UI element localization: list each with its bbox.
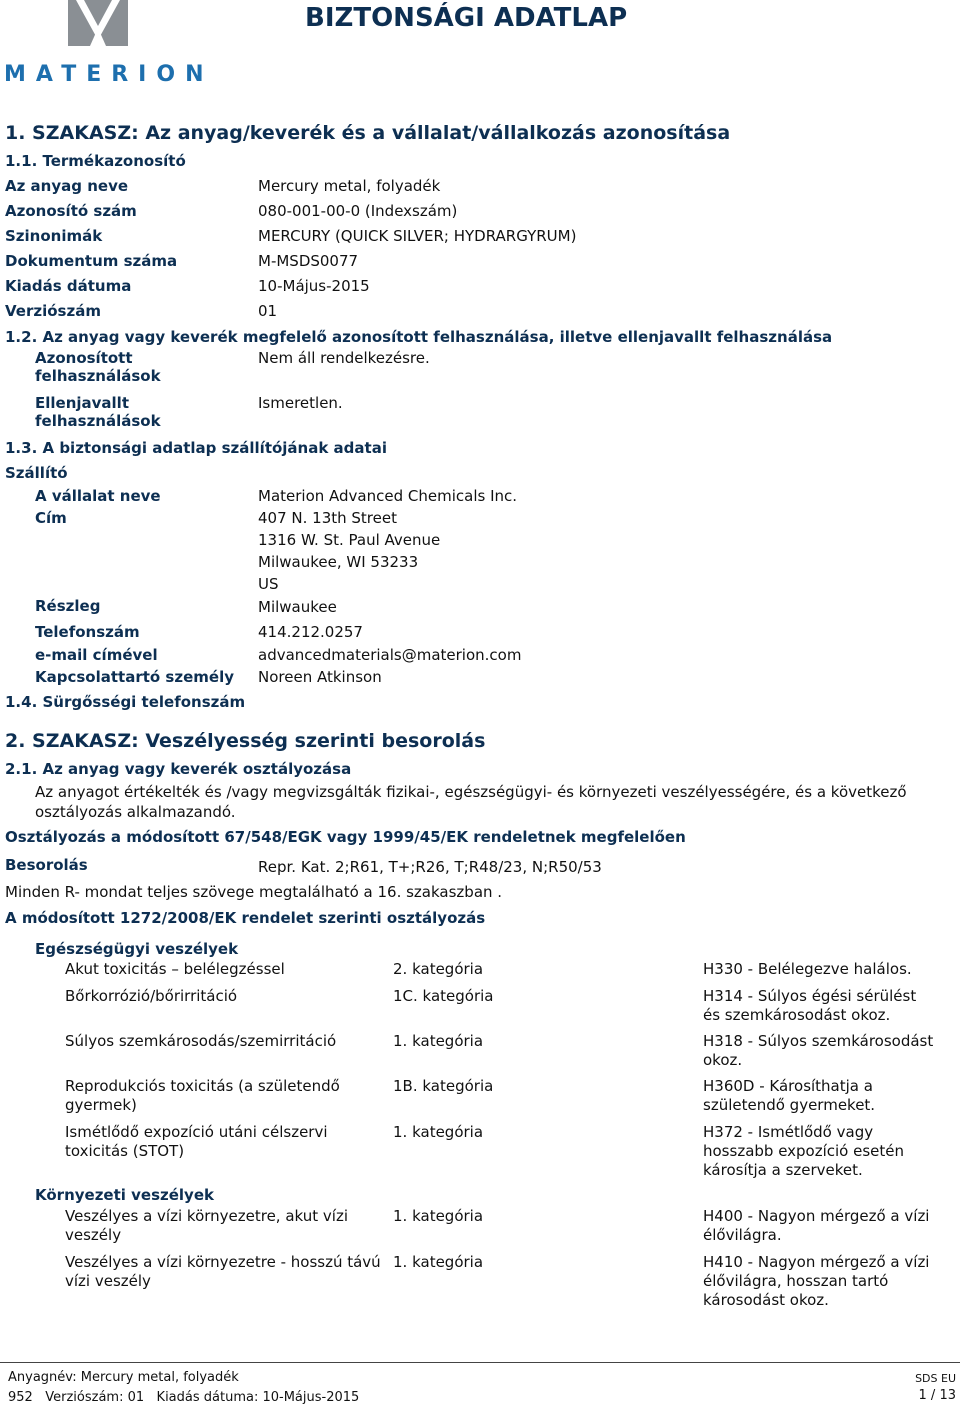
hazard-category: 1. kategória bbox=[393, 1253, 484, 1271]
product-row-label: Dokumentum száma bbox=[5, 252, 178, 270]
contact-label: Kapcsolattartó személy bbox=[35, 668, 234, 686]
document-title: BIZTONSÁGI ADATLAP bbox=[305, 3, 628, 33]
footer-page-number: 1 / 13 bbox=[918, 1388, 956, 1403]
section-1-1-title: 1.1. Termékazonosító bbox=[5, 152, 186, 170]
clp-title: A módosított 1272/2008/EK rendelet szerinti osztályozás bbox=[5, 909, 486, 927]
hazard-category: 1B. kategória bbox=[393, 1077, 494, 1095]
classification-text: Az anyagot értékelték és /vagy megvizsgálták fizikai-, egészségügyi- és környezeti veszélyességére, és a következő osztályozás alkalmazandó. bbox=[35, 783, 907, 821]
section-1-title: 1. SZAKASZ: Az anyag/keverék és a vállalat/vállalkozás azonosítása bbox=[5, 122, 731, 144]
footer-version: Verziószám: 01 bbox=[45, 1390, 145, 1405]
r-phrase-note: Minden R- mondat teljes szövege megtalálható a 16. szakaszban . bbox=[5, 883, 503, 901]
address-line: 407 N. 13th Street bbox=[258, 509, 397, 527]
logo-wordmark: MATERION bbox=[4, 62, 214, 87]
use-label: Azonosított felhasználások bbox=[35, 349, 161, 385]
materion-logo bbox=[4, 0, 214, 90]
materion-logo-mark bbox=[68, 0, 128, 46]
hazard-class: Súlyos szemkárosodás/szemirritáció bbox=[65, 1032, 337, 1050]
hazard-statement: H360D - Károsíthatja a születendő gyermeket. bbox=[703, 1077, 876, 1114]
email-value[interactable]: advancedmaterials@materion.com bbox=[258, 646, 522, 664]
hazard-statement: H372 - Ismétlődő vagy hosszabb expozíció esetén károsítja a szerveket. bbox=[703, 1123, 905, 1179]
hazard-statement: H400 - Nagyon mérgező a vízi élővilágra. bbox=[703, 1207, 930, 1244]
footer-product-name: Anyagnév: Mercury metal, folyadék bbox=[8, 1370, 239, 1385]
hazard-category: 1. kategória bbox=[393, 1032, 484, 1050]
address-line: US bbox=[258, 575, 279, 593]
hazard-statement: H314 - Súlyos égési sérülést és szemkárosodást okoz. bbox=[703, 987, 917, 1024]
use-value: Nem áll rendelkezésre. bbox=[258, 349, 430, 367]
section-1-2-title: 1.2. Az anyag vagy keverék megfelelő azonosított felhasználása, illetve ellenjavallt felhasználása bbox=[5, 328, 833, 346]
environmental-hazards-title: Környezeti veszélyek bbox=[35, 1186, 214, 1204]
hazard-class: Reprodukciós toxicitás (a születendő gyermek) bbox=[65, 1077, 340, 1114]
directive-title: Osztályozás a módosított 67/548/EGK vagy 1999/45/EK rendeletnek megfelelően bbox=[5, 828, 686, 846]
product-row-value: M-MSDS0077 bbox=[258, 252, 359, 270]
product-row-value: MERCURY (QUICK SILVER; HYDRARGYRUM) bbox=[258, 227, 577, 245]
hazard-class: Ismétlődő expozíció utáni célszervi toxicitás (STOT) bbox=[65, 1123, 328, 1160]
phone-value: 414.212.0257 bbox=[258, 623, 363, 641]
section-2-1-title: 2.1. Az anyag vagy keverék osztályozása bbox=[5, 760, 352, 778]
hazard-category: 1. kategória bbox=[393, 1123, 484, 1141]
hazard-class: Bőrkorrózió/bőrirritáció bbox=[65, 987, 238, 1005]
footer-divider bbox=[0, 1362, 960, 1363]
footer-date: Kiadás dátuma: 10-Május-2015 bbox=[156, 1390, 360, 1405]
health-hazards-title: Egészségügyi veszélyek bbox=[35, 940, 239, 958]
footer-meta bbox=[8, 1390, 359, 1405]
hazard-category: 1C. kategória bbox=[393, 987, 494, 1005]
supplier-label: Szállító bbox=[5, 464, 68, 482]
address-label: Cím bbox=[35, 509, 67, 527]
division-value: Milwaukee bbox=[258, 598, 337, 616]
product-row-label: Kiadás dátuma bbox=[5, 277, 132, 295]
hazard-class: Veszélyes a vízi környezetre, akut vízi veszély bbox=[65, 1207, 349, 1244]
hazard-statement: H318 - Súlyos szemkárosodást okoz. bbox=[703, 1032, 934, 1069]
product-row-value: 01 bbox=[258, 302, 278, 320]
hazard-category: 2. kategória bbox=[393, 960, 484, 978]
address-line: Milwaukee, WI 53233 bbox=[258, 553, 419, 571]
product-row-value: 080-001-00-0 (Indexszám) bbox=[258, 202, 458, 220]
hazard-category: 1. kategória bbox=[393, 1207, 484, 1225]
product-row-value: 10-Május-2015 bbox=[258, 277, 370, 295]
email-label: e-mail címével bbox=[35, 646, 158, 664]
besorolas-label: Besorolás bbox=[5, 856, 88, 874]
company-value: Materion Advanced Chemicals Inc. bbox=[258, 487, 518, 505]
hazard-class: Veszélyes a vízi környezetre - hosszú távú vízi veszély bbox=[65, 1253, 381, 1290]
product-row-label: Verziószám bbox=[5, 302, 101, 320]
section-2-title: 2. SZAKASZ: Veszélyesség szerinti besorolás bbox=[5, 730, 486, 752]
product-row-label: Azonosító szám bbox=[5, 202, 137, 220]
use-label: Ellenjavallt felhasználások bbox=[35, 394, 161, 430]
section-1-4-title: 1.4. Sürgősségi telefonszám bbox=[5, 693, 246, 711]
hazard-statement: H330 - Belélegezve halálos. bbox=[703, 960, 912, 978]
section-1-3-title: 1.3. A biztonsági adatlap szállítójának adatai bbox=[5, 439, 387, 457]
besorolas-value: Repr. Kat. 2;R61, T+;R26, T;R48/23, N;R50/53 bbox=[258, 858, 602, 876]
footer-code: 952 bbox=[8, 1390, 33, 1405]
product-row-label: Az anyag neve bbox=[5, 177, 129, 195]
use-value: Ismeretlen. bbox=[258, 394, 343, 412]
contact-value: Noreen Atkinson bbox=[258, 668, 382, 686]
product-row-label: Szinonimák bbox=[5, 227, 103, 245]
phone-label: Telefonszám bbox=[35, 623, 140, 641]
address-line: 1316 W. St. Paul Avenue bbox=[258, 531, 441, 549]
division-label: Részleg bbox=[35, 597, 101, 615]
company-label: A vállalat neve bbox=[35, 487, 161, 505]
hazard-class: Akut toxicitás – belélegzéssel bbox=[65, 960, 285, 978]
hazard-statement: H410 - Nagyon mérgező a vízi élővilágra, hosszan tartó károsodást okoz. bbox=[703, 1253, 930, 1309]
footer-sds-label: SDS EU bbox=[915, 1372, 956, 1385]
product-row-value: Mercury metal, folyadék bbox=[258, 177, 441, 195]
